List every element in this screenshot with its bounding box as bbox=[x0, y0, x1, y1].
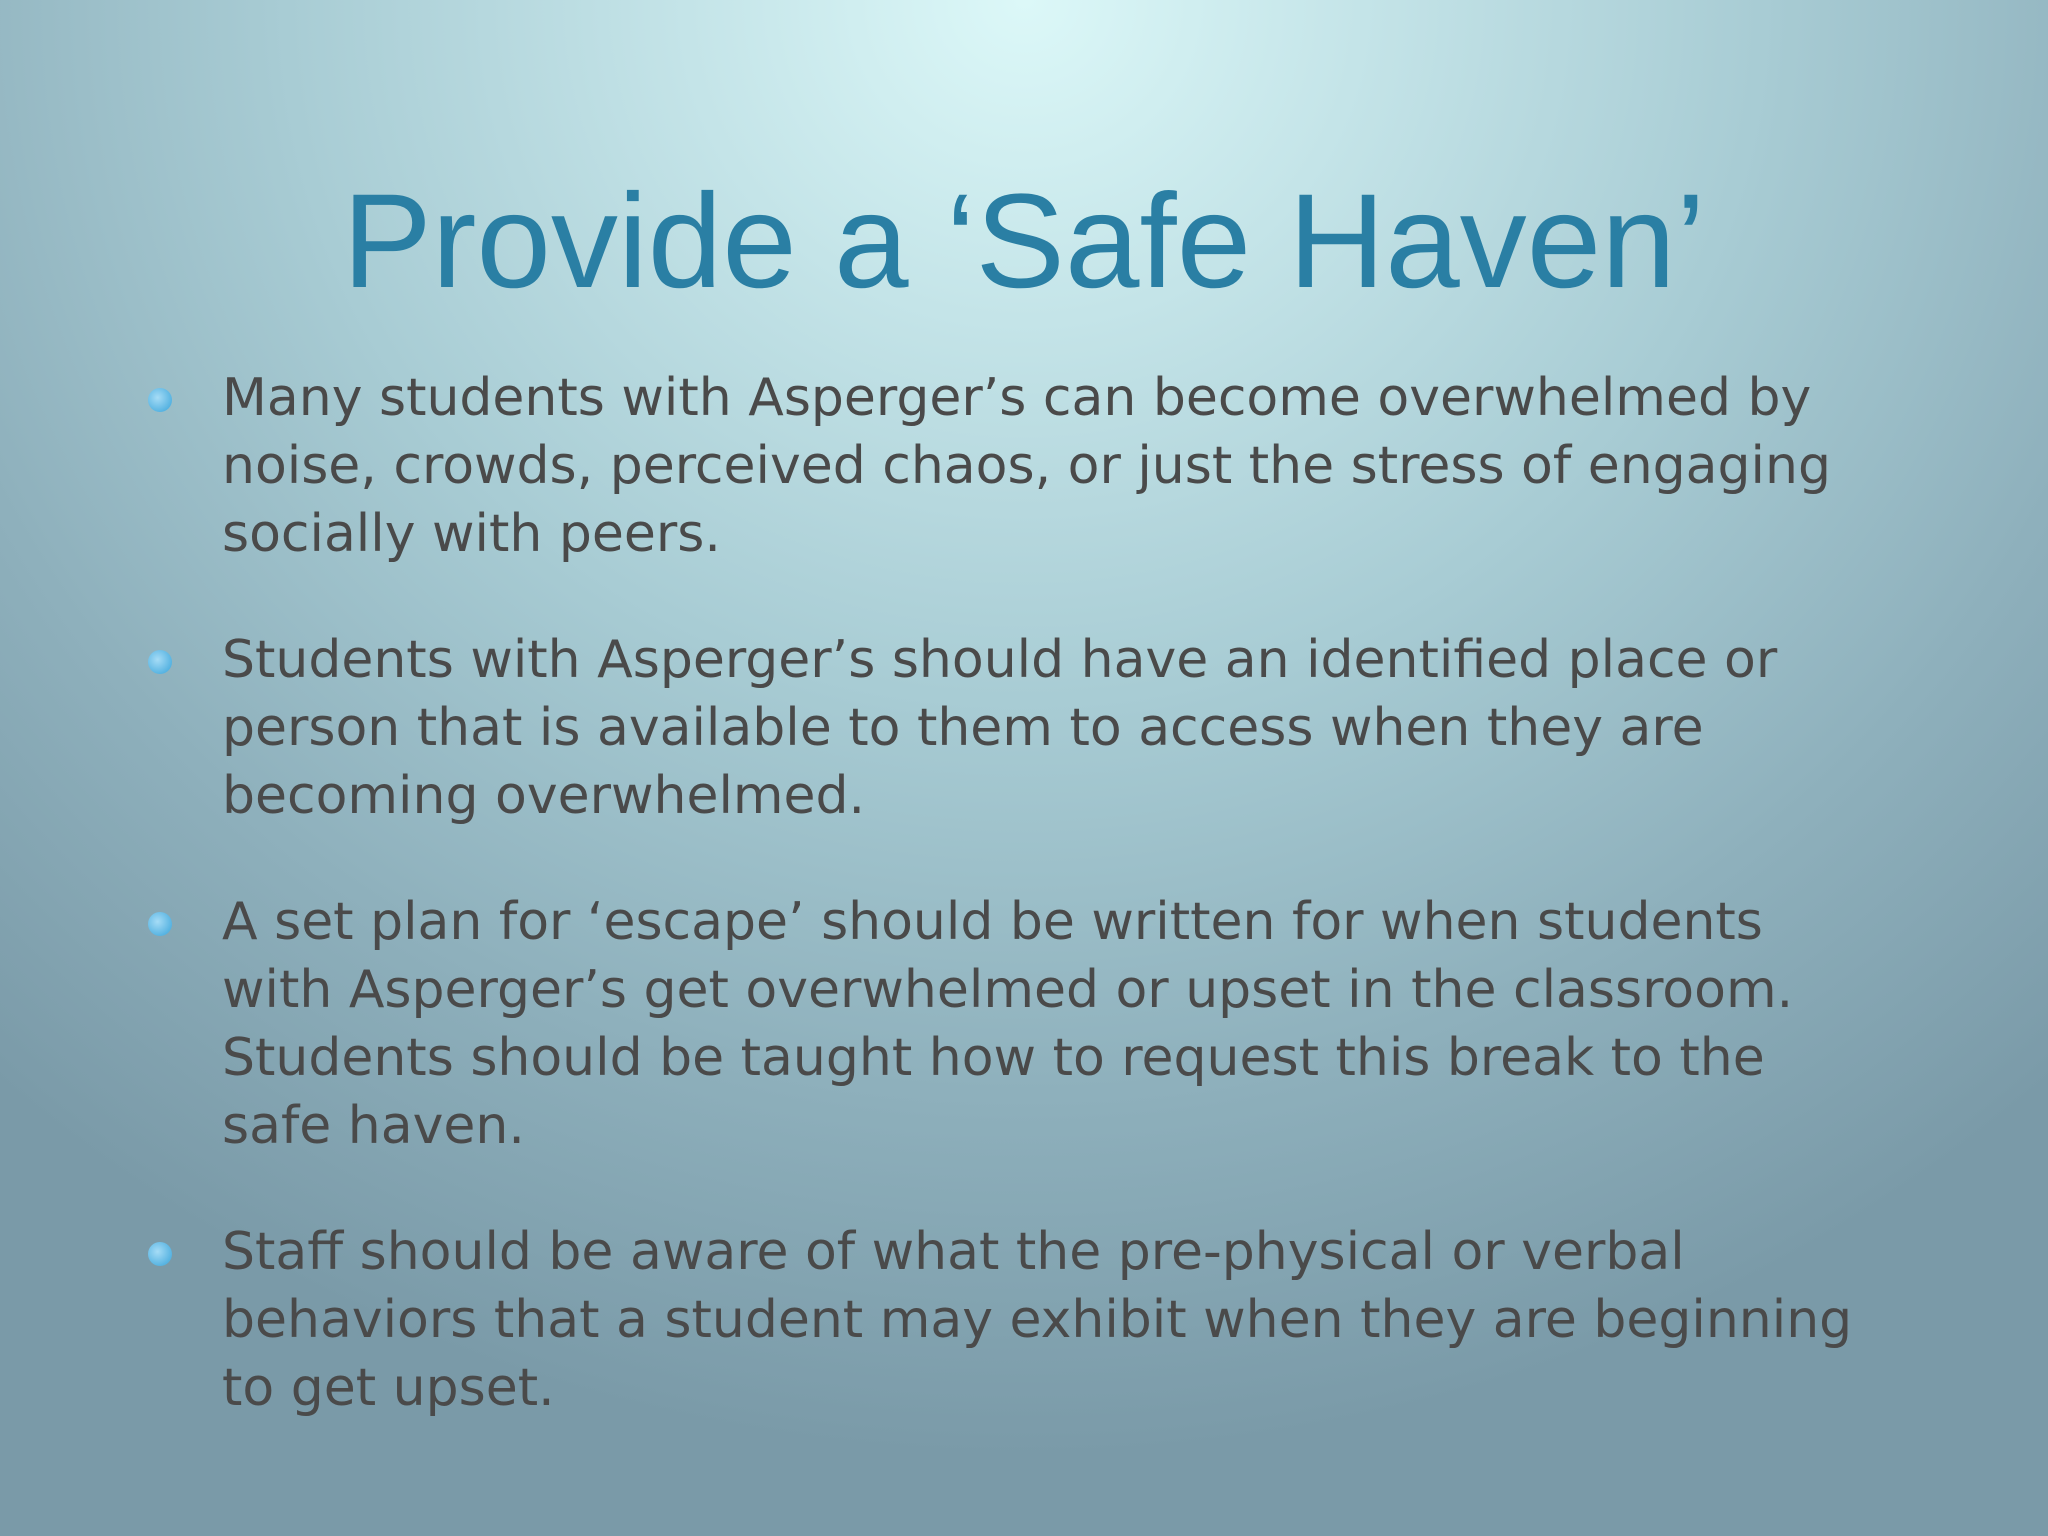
bullet-text: Many students with Asperger’s can become overwhelmed by noise, crowds, perceived chaos, or just the stress of engaging socially with peers. bbox=[222, 368, 1831, 564]
bullet-text: Staff should be aware of what the pre-physical or verbal behaviors that a student may exhibit when they are beginning to get upset. bbox=[222, 1222, 1853, 1418]
bullet-dot-icon bbox=[148, 650, 172, 674]
bullet-dot-icon bbox=[148, 1242, 172, 1266]
bullet-dot-icon bbox=[148, 912, 172, 936]
bullet-text: Students with Asperger’s should have an identified place or person that is available to them to access when they are becoming overwhelmed. bbox=[222, 630, 1778, 826]
slide-title: Provide a ‘Safe Haven’ bbox=[342, 167, 1706, 316]
bullet-text: A set plan for ‘escape’ should be written for when students with Asperger’s get overwhelmed or upset in the classroom. Students should be taught how to request this break to the safe haven. bbox=[222, 892, 1794, 1156]
bullet-dot-icon bbox=[148, 388, 172, 412]
